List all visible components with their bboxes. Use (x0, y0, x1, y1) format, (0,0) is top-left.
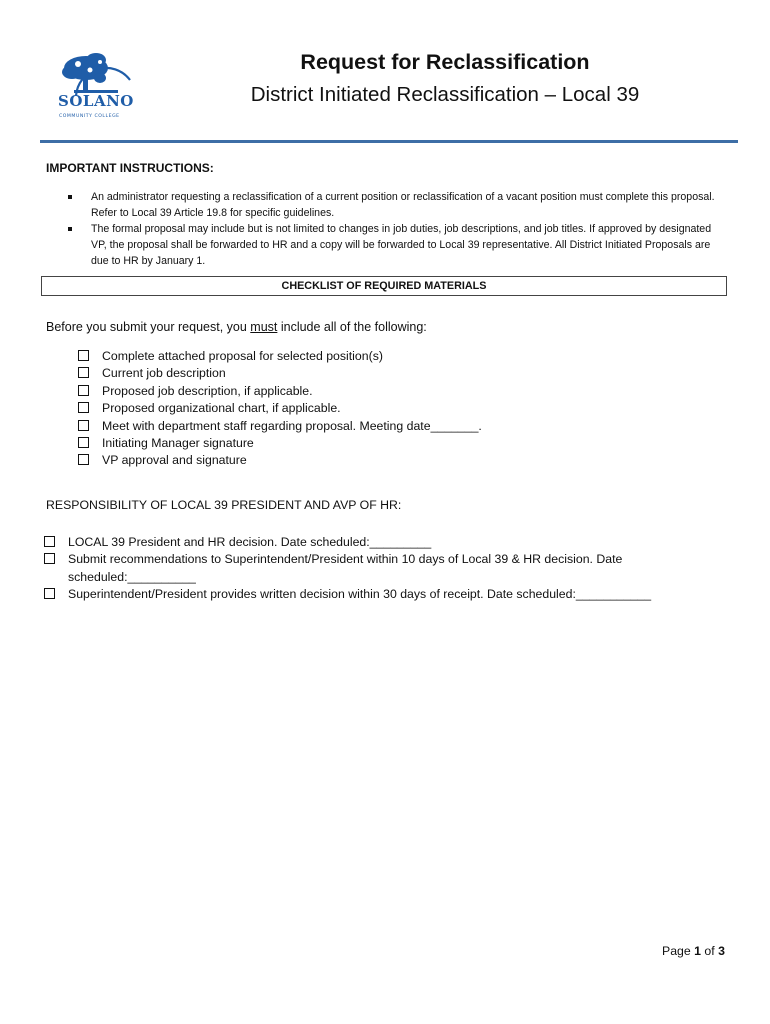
checklist-item (78, 418, 678, 435)
intro-text: include all of the following: (277, 320, 427, 334)
checkbox[interactable] (44, 553, 55, 564)
instruction-item (68, 221, 728, 269)
bullet-icon (68, 195, 72, 199)
responsibility-item (44, 534, 664, 551)
intro-emphasis: must (250, 320, 278, 334)
responsibility-item-label: Submit recommendations to Superintendent/President within 10 days of Local 39 & HR decision. Date scheduled:__________ (68, 552, 623, 584)
checkbox[interactable] (78, 454, 89, 465)
page-label: Page (662, 944, 695, 958)
checkbox[interactable] (78, 402, 89, 413)
responsibility-list (44, 534, 664, 604)
page-of-label: of (700, 944, 719, 958)
document-title: Request for Reclassification (300, 50, 590, 74)
checklist-item-label: Initiating Manager signature (102, 436, 254, 451)
page-current: 1 (694, 944, 701, 958)
checkbox[interactable] (78, 437, 89, 448)
checklist-heading: CHECKLIST OF REQUIRED MATERIALS (41, 276, 727, 296)
responsibility-item-label: LOCAL 39 President and HR decision. Date scheduled:_________ (68, 535, 432, 549)
logo-wordmark: SOLANO (58, 92, 134, 110)
header-divider (40, 140, 738, 143)
bullet-icon (68, 227, 72, 231)
page-number (662, 944, 725, 958)
page-total: 3 (718, 944, 725, 958)
tree-emblem-icon (56, 50, 136, 98)
checklist-item-label: Current job description (102, 366, 226, 381)
responsibility-heading: RESPONSIBILITY OF LOCAL 39 PRESIDENT AND AVP OF HR: (46, 498, 402, 512)
instruction-text: The formal proposal may include but is not limited to changes in job duties, job descriptions, and job titles. If approved by designated VP, the proposal shall be forwarded to HR and a copy will be forwarded to Local 39 representative. All District Initiated Proposals are due to HR by January 1. (91, 223, 712, 267)
checklist-item-label: VP approval and signature (102, 453, 247, 468)
checklist-item-label: Proposed job description, if applicable. (102, 383, 313, 398)
checkbox[interactable] (78, 350, 89, 361)
intro-text: Before you submit your request, you (46, 320, 251, 334)
checkbox[interactable] (78, 385, 89, 396)
checklist-item (78, 383, 678, 400)
college-logo (56, 50, 136, 124)
checklist-item (78, 400, 678, 417)
responsibility-item (44, 551, 664, 586)
checklist-item (78, 435, 678, 452)
instructions-list (68, 189, 728, 269)
checklist-intro (46, 320, 427, 334)
checklist-item-label: Proposed organizational chart, if applicable. (102, 401, 341, 416)
checkbox[interactable] (78, 367, 89, 378)
responsibility-item-label: Superintendent/President provides written decision within 30 days of receipt. Date scheduled:___________ (68, 587, 652, 602)
checkbox[interactable] (44, 536, 55, 547)
instructions-heading: IMPORTANT INSTRUCTIONS: (46, 161, 214, 175)
instruction-item (68, 189, 728, 221)
logo-subtitle: COMMUNITY COLLEGE (59, 114, 120, 119)
checklist-item-label: Meet with department staff regarding proposal. Meeting date_______. (102, 418, 482, 433)
required-materials-list (78, 348, 678, 470)
checkbox[interactable] (78, 420, 89, 431)
checklist-item (78, 348, 678, 365)
checklist-item (78, 452, 678, 469)
document-subtitle: District Initiated Reclassification – Local 39 (250, 83, 640, 106)
checklist-item-label: Complete attached proposal for selected position(s) (102, 349, 383, 363)
checklist-item (78, 365, 678, 382)
instruction-text: An administrator requesting a reclassification of a current position or reclassification of a vacant position must complete this proposal. Refer to Local 39 Article 19.8 for specific guidelines. (91, 191, 715, 219)
checkbox[interactable] (44, 588, 55, 599)
responsibility-item (44, 586, 664, 603)
